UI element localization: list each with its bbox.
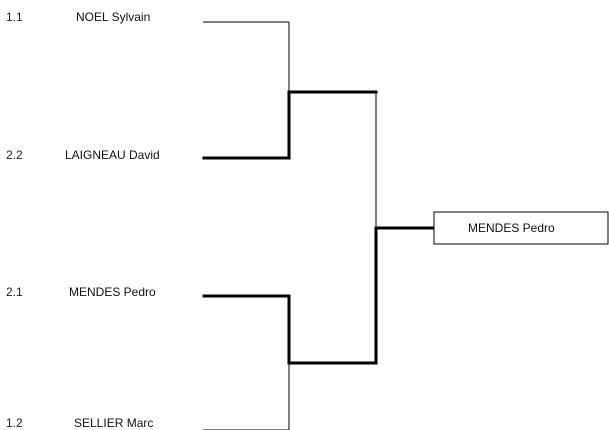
seed-label: 2.1 xyxy=(6,285,23,299)
winner-name: MENDES Pedro xyxy=(468,221,555,235)
seed-label: 2.2 xyxy=(6,148,23,162)
seed-label: 1.1 xyxy=(6,10,23,24)
player-name: LAIGNEAU David xyxy=(65,148,160,162)
seed-label: 1.2 xyxy=(6,416,23,430)
player-name: SELLIER Marc xyxy=(74,416,154,430)
player-name: MENDES Pedro xyxy=(69,285,156,299)
player-name: NOEL Sylvain xyxy=(76,10,151,24)
